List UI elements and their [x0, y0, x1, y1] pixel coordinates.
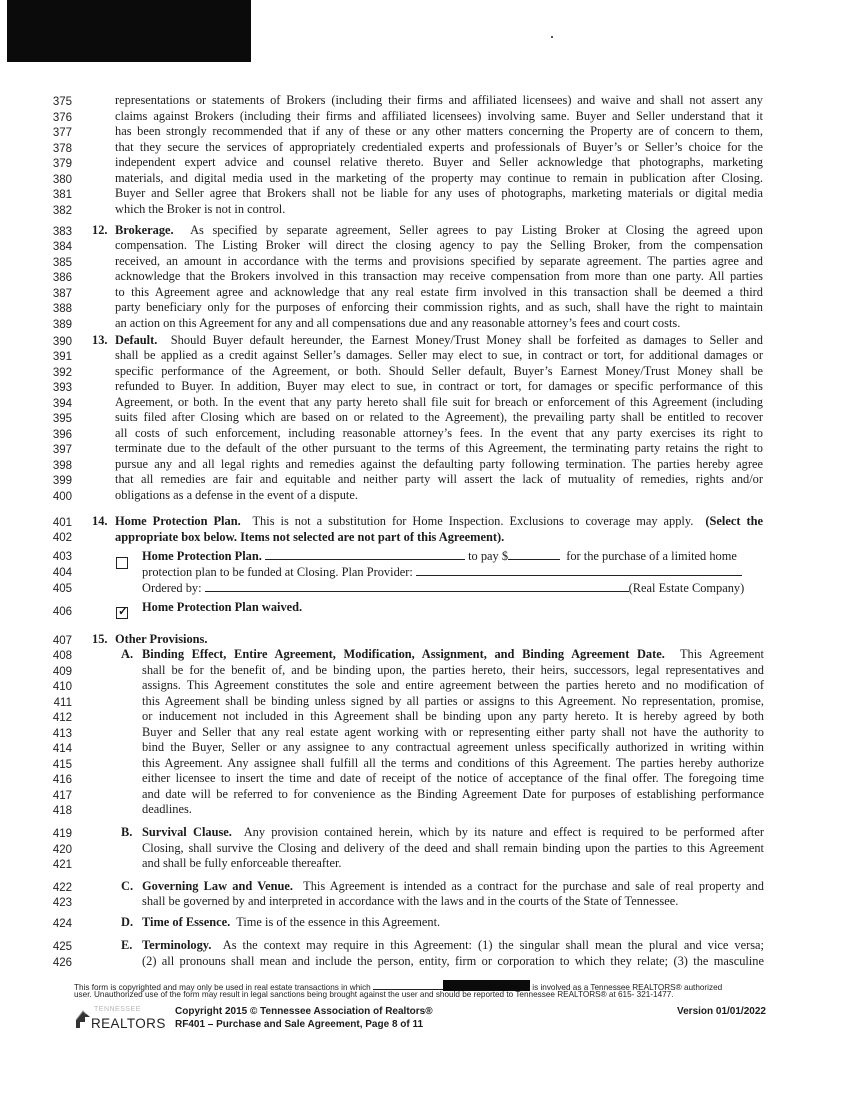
section-12-line — [115, 223, 763, 238]
provision-a-line — [142, 709, 764, 724]
section-14-instruction-2: appropriate box below. Items not selected are not part of this Agreement). — [115, 530, 505, 544]
text-span: Any provision contained herein, which by its nature and effect is required to be performed after — [243, 825, 764, 839]
copyright: Copyright 2015 © Tennessee Association of Realtors® — [175, 1006, 433, 1017]
line-number: 395 — [52, 413, 72, 425]
text-span: shall be applied as a credit against Seller’s damages. Seller may elect to sue, in contract or tort, for additional damages or — [115, 348, 763, 362]
line-number: 379 — [52, 158, 72, 170]
text-span: assigns. This Agreement constitutes the sole and entire agreement between the parties hereto and no modification of — [142, 678, 764, 692]
line-number: 414 — [52, 743, 72, 755]
line-number: 400 — [52, 491, 72, 503]
provision-a-title: Binding Effect, Entire Agreement, Modification, Assignment, and Binding Agreement Date. — [142, 647, 665, 661]
line-number: 393 — [52, 382, 72, 394]
text-span: representations or statements of Brokers (including their firms and affiliated licensees) and waive and shall not assert any — [115, 93, 763, 107]
line-number: 401 — [52, 517, 72, 529]
line-number: 419 — [52, 828, 72, 840]
provision-a-line — [142, 647, 764, 662]
line-number: 408 — [52, 650, 72, 662]
line-number: 390 — [52, 336, 72, 348]
line-number: 420 — [52, 844, 72, 856]
intro-line — [115, 109, 763, 124]
text-span: or inducement not included in this Agreement shall be binding upon any party hereto. It is hereby agreed by both — [142, 709, 764, 723]
text-span: to this Agreement agree and acknowledge that any real estate firm involved in this transaction shall be deemed a third — [115, 285, 763, 299]
text-span: Buyer and Seller agree that Brokers shall not be liable for any uses of photographs, marketing materials or digital media — [115, 186, 763, 200]
option-1-line-2 — [142, 564, 768, 580]
line-number: 425 — [52, 941, 72, 953]
text-span: refunded to Buyer. In addition, Buyer may elect to sue, in contract or tort, for damages or specific performance of this — [115, 379, 763, 393]
intro-line — [115, 93, 763, 108]
ordered-by-field[interactable] — [205, 580, 629, 592]
provision-b-line — [142, 856, 764, 871]
text-span: all costs of such enforcement, including reasonable attorney’s fees. In the event that any party exercises its right to — [115, 426, 763, 440]
text-span: this Agreement. Any assignee shall fulfill all the terms and conditions of this Agreement. The parties hereby authorize — [142, 756, 764, 770]
text-span: party beneficiary only for the purposes of enforcing their commission rights, and as such, shall have the right to maintain — [115, 300, 763, 314]
text-span: and date will be referred to for convenience as the Binding Agreement Date for purposes of establishing performance — [142, 787, 764, 801]
provision-d-title: Time of Essence. — [142, 915, 231, 929]
section-13-line — [115, 488, 763, 503]
text-span: Buyer and Seller that any real estate agent working with or representing either party shall not have the authority to — [142, 725, 764, 739]
plan-provider-field[interactable] — [416, 564, 742, 576]
line-number: 422 — [52, 882, 72, 894]
text-span: that all remedies are fair and equitable and neither party will assert the lack of mutuality of remedies, rights and/or — [115, 472, 763, 486]
section-14-number: 14. — [92, 514, 108, 528]
text-span: As the context may require in this Agreement: (1) the singular shall mean the plural and vice versa; — [222, 938, 764, 952]
line-number: 424 — [52, 918, 72, 930]
line-number: 421 — [52, 859, 72, 871]
line-number: 378 — [52, 143, 72, 155]
provision-c-letter: C. — [121, 879, 134, 893]
text-span: shall be governed by and interpreted in accordance with the laws and in the courts of the State of Tennessee. — [142, 894, 679, 908]
text-span: obligations as a defense in the event of a dispute. — [115, 488, 358, 502]
line-number: 391 — [52, 351, 72, 363]
provision-b-title: Survival Clause. — [142, 825, 232, 839]
intro-line — [115, 140, 763, 155]
text-span: compensation. The Listing Broker will direct the closing agency to pay the Selling Broker, from the compensation — [115, 238, 763, 252]
line-number: 384 — [52, 241, 72, 253]
line-number: 398 — [52, 460, 72, 472]
section-13-line — [115, 364, 763, 379]
provision-e-title: Terminology. — [142, 938, 212, 952]
line-number: 387 — [52, 288, 72, 300]
section-12-line — [115, 254, 763, 269]
line-number: 405 — [52, 583, 72, 595]
logo-text: REALTORS — [91, 1016, 166, 1031]
section-15-title: Other Provisions. — [115, 632, 208, 646]
line-number: 375 — [52, 96, 72, 108]
text-span: acknowledge that the Brokers involved in this transaction may receive compensation from more than one party. All parties — [115, 269, 763, 283]
intro-line — [115, 124, 763, 139]
text-span: that they secure the services of appropriately credentialed experts and professionals of Buyer’s or Seller’s choice for the — [115, 140, 763, 154]
option-2-label: Home Protection Plan waived. — [142, 600, 303, 614]
text-span: which the Broker is not in control. — [115, 202, 286, 216]
checkmark-icon: ✓ — [118, 604, 129, 618]
text-span: Time is of the essence in this Agreement. — [236, 915, 441, 929]
plan-name-field[interactable] — [265, 548, 465, 560]
text-span: deadlines. — [142, 802, 192, 816]
section-12-line — [115, 238, 763, 253]
intro-line — [115, 155, 763, 170]
section-14-title: Home Protection Plan. — [115, 514, 241, 528]
section-15-number: 15. — [92, 632, 108, 646]
line-number: 382 — [52, 205, 72, 217]
section-14-line-2 — [115, 530, 763, 545]
intro-line — [115, 202, 763, 217]
text-span: this Agreement shall be binding unless signed by all parties or assigns to this Agreement. No representation, promise, — [142, 694, 764, 708]
footer-notice-line-2: user. Unauthorized use of the form may result in legal sanctions being brought against the user and should be reported to Tennessee REALTORS® at 615- 321-1477. — [74, 990, 674, 999]
option-1-tail: for the purchase of a limited home — [566, 549, 737, 563]
line-number: 388 — [52, 303, 72, 315]
line-number: 397 — [52, 444, 72, 456]
tennessee-realtors-logo — [74, 1006, 166, 1032]
footer-blank — [373, 981, 443, 990]
provision-a-line — [142, 787, 764, 802]
text-span: (2) all pronouns shall mean and include the person, entity, firm or corporation to which they relate; (3) the masculine — [142, 954, 764, 968]
line-number: 413 — [52, 728, 72, 740]
text-span: specific performance of the Agreement, or both. Should Seller default, Buyer’s Earnest Money/Trust Money shall be — [115, 364, 763, 378]
section-13-number: 13. — [92, 333, 108, 347]
line-number: 377 — [52, 127, 72, 139]
text-span: As specified by separate agreement, Seller agrees to pay Listing Broker at Closing the agreed upon — [190, 223, 763, 237]
line-number: 415 — [52, 759, 72, 771]
provision-e-line — [142, 954, 764, 969]
provision-e-line — [142, 938, 764, 953]
line-number: 426 — [52, 957, 72, 969]
line-number: 416 — [52, 774, 72, 786]
provision-c-title: Governing Law and Venue. — [142, 879, 293, 893]
line-number: 403 — [52, 551, 72, 563]
line-number: 385 — [52, 257, 72, 269]
section-13-line — [115, 348, 763, 363]
text-span: Agreement, or both. In the event that any party hereto shall file suit for breach or enforcement of this Agreement (including — [115, 395, 763, 409]
text-span: claims against Brokers (including their firms and affiliated licensees) involving same. Buyer and Seller understand that it — [115, 109, 763, 123]
footer-notice-b: is involved as a Tennessee REALTORS® authorized — [532, 983, 723, 992]
section-13-title: Default. — [115, 333, 158, 347]
line-number: 406 — [52, 606, 72, 618]
option-2-line — [142, 600, 542, 615]
section-12-line — [115, 316, 763, 331]
provision-b-line — [142, 825, 764, 840]
section-13-line — [115, 441, 763, 456]
realtors-logo-icon — [74, 1008, 92, 1030]
provision-d-letter: D. — [121, 915, 134, 929]
line-number: 389 — [52, 319, 72, 331]
section-13-line — [115, 410, 763, 425]
text-span: pursue any and all legal rights and remedies against the defaulting party following termination. The parties hereby agree — [115, 457, 763, 471]
line-number: 394 — [52, 398, 72, 410]
text-span: independent expert advice and counsel relative thereto. Buyer and Seller acknowledge that photographs, marketing — [115, 155, 763, 169]
provision-d-line — [142, 915, 764, 930]
provision-a-line — [142, 740, 764, 755]
provision-a-line — [142, 756, 764, 771]
text-span: and shall be fully enforceable thereafter. — [142, 856, 342, 870]
provision-a-line — [142, 694, 764, 709]
section-12-line — [115, 269, 763, 284]
text-span: shall be for the benefit of, and be binding upon, the parties hereto, their heirs, successors, legal representatives and — [142, 663, 764, 677]
provision-c-line — [142, 894, 764, 909]
section-13-line — [115, 395, 763, 410]
section-13-line — [115, 457, 763, 472]
line-number: 423 — [52, 897, 72, 909]
intro-line — [115, 171, 763, 186]
provision-a-line — [142, 725, 764, 740]
home-protection-plan-checkbox[interactable] — [116, 557, 128, 569]
provision-a-line — [142, 678, 764, 693]
line-number: 410 — [52, 681, 72, 693]
section-14-text: This is not a substitution for Home Inspection. Exclusions to coverage may apply. — [252, 514, 694, 528]
section-12-line — [115, 300, 763, 315]
section-12-number: 12. — [92, 223, 108, 237]
text-span: materials, and digital media used in the marketing of the property may continue to remain in publication after Closing. — [115, 171, 763, 185]
line-number: 396 — [52, 429, 72, 441]
line-number: 409 — [52, 666, 72, 678]
provision-b-line — [142, 841, 764, 856]
option-1-line-3 — [142, 580, 768, 596]
provision-c-line — [142, 879, 764, 894]
line-number: 383 — [52, 226, 72, 238]
section-14-instruction-1: (Select the — [705, 514, 763, 528]
redacted-header-block — [7, 0, 251, 62]
option-1-label: Home Protection Plan. — [142, 549, 262, 563]
section-13-line — [115, 379, 763, 394]
section-13-line — [115, 472, 763, 487]
text-span: an action on this Agreement for any and all compensations due and any reasonable attorney’s fees and court costs. — [115, 316, 681, 330]
section-13-line — [115, 333, 763, 348]
provision-a-line — [142, 802, 764, 817]
section-12-title: Brokerage. — [115, 223, 174, 237]
option-1-line-1 — [142, 548, 768, 564]
text-span: suits filed after Closing which are based on or related to the Agreement), the prevailing party shall be entitled to recover — [115, 410, 763, 424]
provision-a-line — [142, 663, 764, 678]
text-span: either licensee to insert the time and date of receipt of the notice of acceptance of the final offer. The foregoing time — [142, 771, 764, 785]
text-span: received, an amount in accordance with the terms and provisions specified by separate agreement. The parties agree and — [115, 254, 763, 268]
to-pay-label: to pay $ — [468, 549, 509, 563]
section-14-line-1 — [115, 514, 763, 529]
line-number: 392 — [52, 367, 72, 379]
line-number: 411 — [53, 697, 72, 709]
text-span: This Agreement is intended as a contract for the purchase and sale of real property and — [303, 879, 764, 893]
line-number: 412 — [52, 712, 72, 724]
intro-line — [115, 186, 763, 201]
form-id: RF401 – Purchase and Sale Agreement, Page 8 of 11 — [175, 1019, 424, 1030]
section-15-title-line — [115, 632, 763, 647]
text-span: terminate due to the default of the other pursuant to the terms of this Agreement, the terminating party retains the right to — [115, 441, 763, 455]
line-number: 402 — [52, 532, 72, 544]
line-number: 418 — [52, 805, 72, 817]
text-span: has been strongly recommended that if any of these or any other matters concerning the Property are of concern to them, — [115, 124, 763, 138]
scan-speck — [551, 36, 553, 38]
text-span: Closing, shall survive the Closing and delivery of the deed and shall remain binding upon the parties to this Agreement — [142, 841, 764, 855]
footer-notice-a: This form is copyrighted and may only be used in real estate transactions in which — [74, 983, 371, 992]
section-13-line — [115, 426, 763, 441]
line-number: 386 — [52, 272, 72, 284]
line-number: 376 — [52, 112, 72, 124]
line-number: 417 — [52, 790, 72, 802]
line-number: 404 — [52, 567, 72, 579]
line-number: 380 — [52, 174, 72, 186]
ordered-by-label: Ordered by: — [142, 581, 202, 595]
option-1-provider-label: protection plan to be funded at Closing. Plan Provider: — [142, 565, 413, 579]
text-span: This Agreement — [679, 647, 764, 661]
provision-a-line — [142, 771, 764, 786]
real-estate-company-label: (Real Estate Company) — [628, 581, 745, 595]
line-number: 381 — [52, 189, 72, 201]
version: Version 01/01/2022 — [677, 1006, 766, 1017]
provision-e-letter: E. — [121, 938, 133, 952]
plan-amount-field[interactable] — [508, 548, 560, 560]
text-span: bind the Buyer, Seller or any assignee to any contractual agreement unless specifically authorized in writing within — [142, 740, 764, 754]
provision-b-letter: B. — [121, 825, 133, 839]
section-12-line — [115, 285, 763, 300]
provision-a-letter: A. — [121, 647, 134, 661]
logo-state: TENNESSEE — [94, 1006, 141, 1013]
line-number: 407 — [52, 635, 72, 647]
text-span: Should Buyer default hereunder, the Earnest Money/Trust Money shall be forfeited as damages to Seller and — [170, 333, 764, 347]
line-number: 399 — [52, 475, 72, 487]
